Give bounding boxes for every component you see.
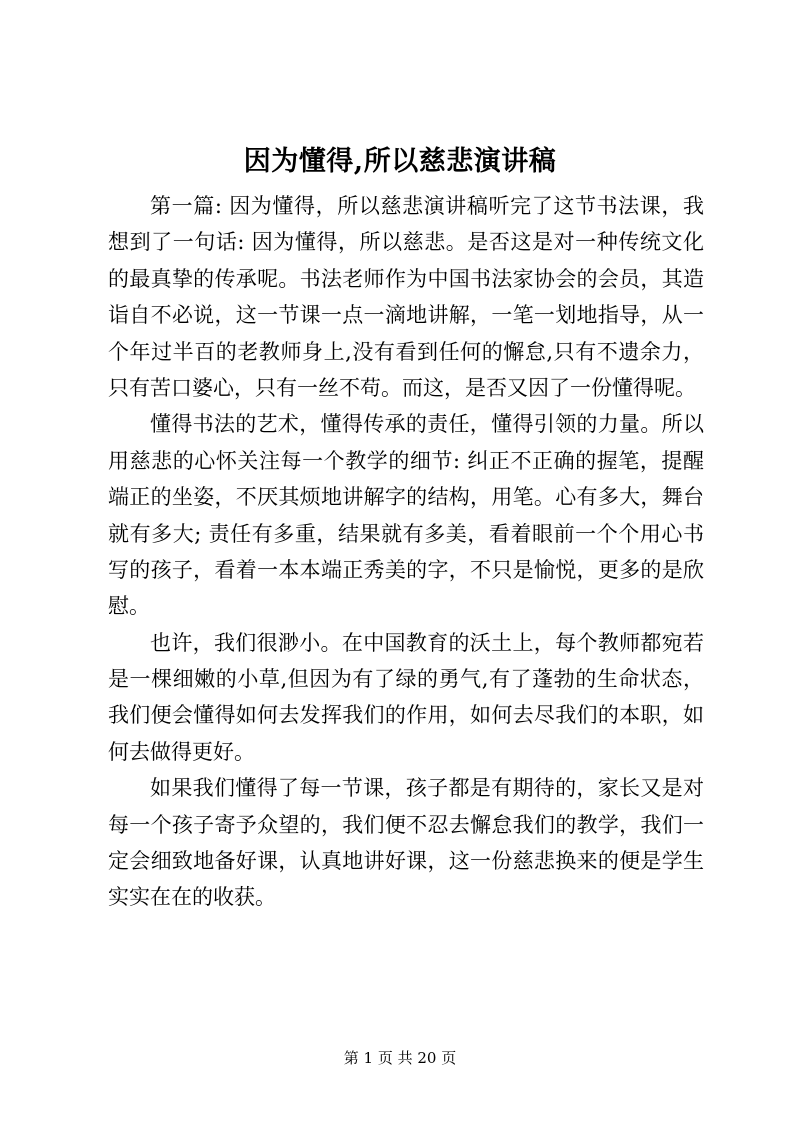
text-line: 端正的坐姿，不厌其烦地讲解字的结构，用笔。心有多大，舞台 [108,485,704,510]
body-text [108,188,704,916]
text-line: 用慈悲的心怀关注每一个教学的细节: 纠正不正确的握笔，提醒 [108,448,704,473]
text-line: 个年过半百的老教师身上,没有看到任何的懈怠,只有不遗余力， [108,339,704,364]
text-line: 我们便会懂得如何去发挥我们的作用，如何去尽我们的本职，如 [108,703,704,728]
text-line: 诣自不必说，这一节课一点一滴地讲解，一笔一划地指导，从一 [108,303,704,328]
text-line: 想到了一句话: 因为懂得，所以慈悲。是否这是对一种传统文化 [108,230,704,255]
text-line: 如果我们懂得了每一节课，孩子都是有期待的，家长又是对 [150,776,704,801]
text-line: 每一个孩子寄予众望的，我们便不忍去懈怠我们的教学，我们一 [108,812,704,837]
text-line: 的最真挚的传承呢。书法老师作为中国书法家协会的会员，其造 [108,266,704,291]
text-line: 慰。 [108,594,150,619]
page-title: 因为懂得,所以慈悲演讲稿 [243,146,557,177]
text-line: 写的孩子，看着一本本端正秀美的字，不只是愉悦，更多的是欣 [108,557,704,582]
text-line: 也许，我们很渺小。在中国教育的沃土上，每个教师都宛若 [150,630,704,655]
text-line: 懂得书法的艺术，懂得传承的责任，懂得引领的力量。所以 [150,412,704,437]
text-line: 第一篇: 因为懂得，所以慈悲演讲稿听完了这节书法课，我 [150,194,704,218]
text-line: 何去做得更好。 [108,739,255,764]
text-line: 是一棵细嫩的小草,但因为有了绿的勇气,有了蓬勃的生命状态， [108,667,704,692]
text-line: 实实在在的收获。 [108,885,276,910]
text-line: 定会细致地备好课，认真地讲好课，这一份慈悲换来的便是学生 [108,849,704,874]
text-line: 就有多大; 责任有多重，结果就有多美，看着眼前一个个用心书 [108,521,704,546]
text-line: 只有苦口婆心，只有一丝不苟。而这，是否又因了一份懂得呢。 [108,375,696,400]
page-number-footer: 第 1 页 共 20 页 [343,1049,457,1067]
